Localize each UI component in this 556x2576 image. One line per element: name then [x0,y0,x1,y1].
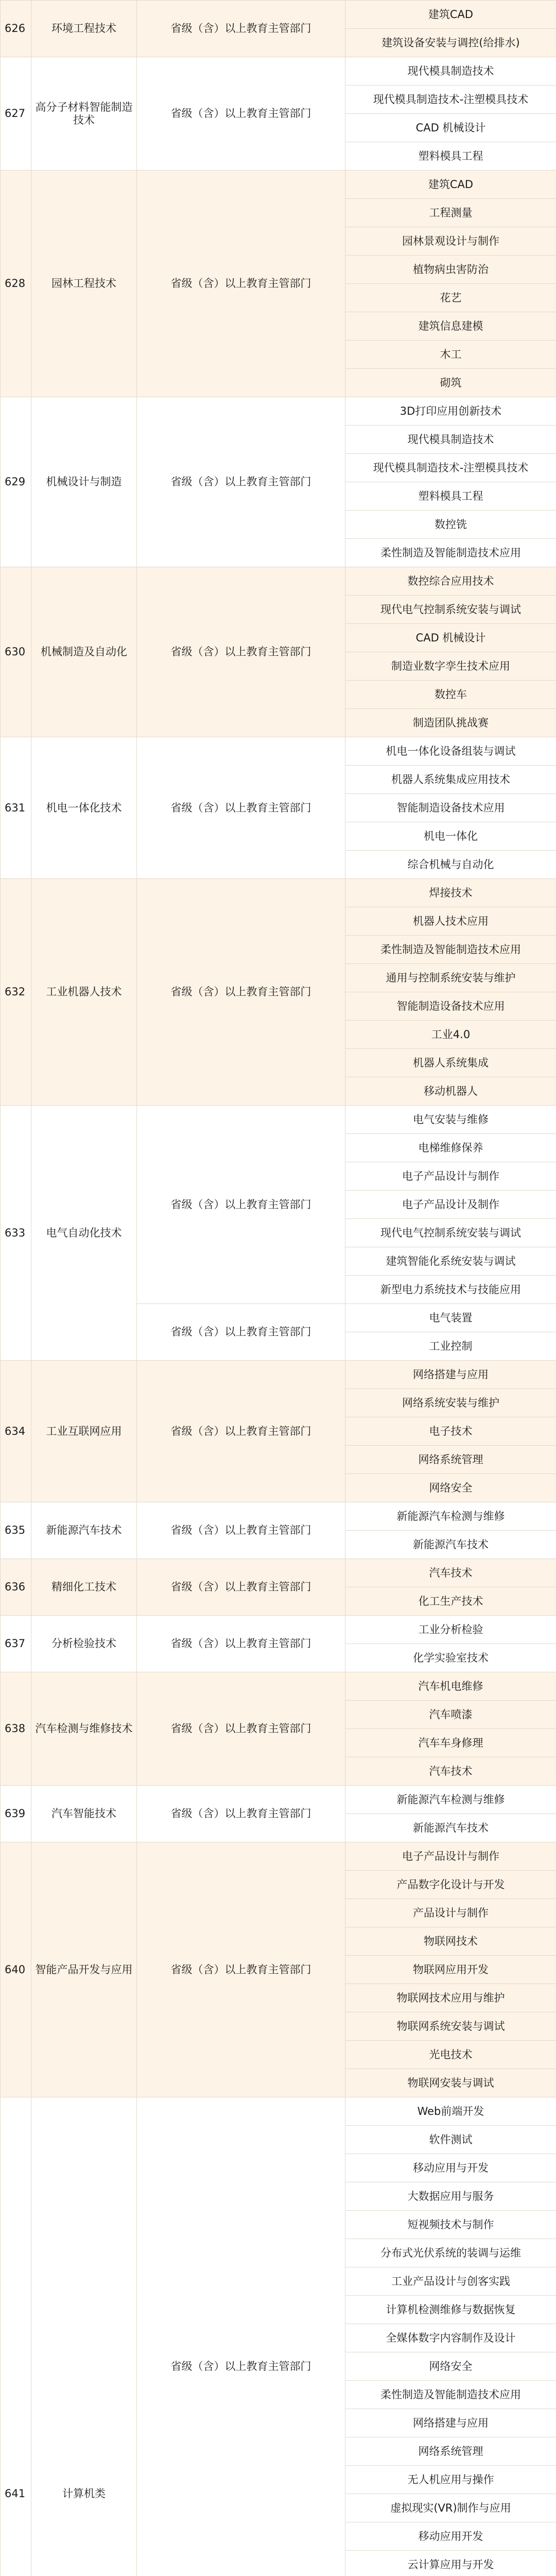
major-name: 环境工程技术 [31,1,137,57]
organizer-level: 省级（含）以上教育主管部门 [137,171,345,397]
table-row [1,57,556,86]
major-code: 629 [1,397,31,567]
organizer-level: 省级（含）以上教育主管部门 [137,1106,345,1304]
competition-name: 数控车 [345,681,556,709]
organizer-level: 省级（含）以上教育主管部门 [137,1786,345,1842]
major-name: 汽车检测与维修技术 [31,1672,137,1786]
competition-name: 智能制造设备技术应用 [345,992,556,1021]
table-row [1,1106,556,1134]
competition-name: CAD 机械设计 [345,624,556,652]
competition-name: 现代电气控制系统安装与调试 [345,1219,556,1247]
competition-name: 虚拟现实(VR)制作与应用 [345,2494,556,2522]
competition-name: 网络安全 [345,2352,556,2381]
competition-name: 数控综合应用技术 [345,567,556,596]
competition-name: 物联网系统安装与调试 [345,2012,556,2041]
organizer-level: 省级（含）以上教育主管部门 [137,1842,345,2097]
competition-name: 物联网应用开发 [345,1956,556,1984]
competition-name: 花艺 [345,284,556,312]
competition-name: 数控铣 [345,511,556,539]
competition-name: 机电一体化 [345,822,556,851]
major-code: 633 [1,1106,31,1361]
major-name: 精细化工技术 [31,1559,137,1616]
table-row [1,171,556,199]
competition-name: 现代模具制造技术-注塑模具技术 [345,86,556,114]
major-name: 园林工程技术 [31,171,137,397]
competition-name: 制造团队挑战赛 [345,709,556,737]
major-code: 636 [1,1559,31,1616]
organizer-level: 省级（含）以上教育主管部门 [137,567,345,737]
competition-name: 新能源汽车技术 [345,1531,556,1559]
table-row [1,1616,556,1644]
competition-name: 移动应用开发 [345,2522,556,2551]
major-name: 机械制造及自动化 [31,567,137,737]
competition-name: 物联网技术 [345,1927,556,1956]
competition-name: 产品设计与制作 [345,1899,556,1927]
major-code: 631 [1,737,31,879]
competition-name: 现代电气控制系统安装与调试 [345,596,556,624]
major-code: 630 [1,567,31,737]
organizer-level: 省级（含）以上教育主管部门 [137,1672,345,1786]
organizer-level: 省级（含）以上教育主管部门 [137,1502,345,1559]
competition-name: 制造业数字孪生技术应用 [345,652,556,681]
competition-name: 电子产品设计与制作 [345,1842,556,1871]
table-row [1,879,556,907]
competition-name: CAD 机械设计 [345,114,556,142]
competition-name: 电子技术 [345,1417,556,1446]
competition-name: 云计算应用与开发 [345,2551,556,2576]
competition-name: 建筑CAD [345,171,556,199]
competition-name: 网络安全 [345,1474,556,1502]
competition-name: 现代模具制造技术 [345,57,556,86]
competition-name: 汽车技术 [345,1757,556,1786]
competition-name: 园林景观设计与制作 [345,227,556,256]
competition-name: 网络搭建与应用 [345,2409,556,2437]
competition-name: 产品数字化设计与开发 [345,1871,556,1899]
competition-name: 工业分析检验 [345,1616,556,1644]
table-row [1,2097,556,2126]
organizer-level: 省级（含）以上教育主管部门 [137,879,345,1106]
organizer-level: 省级（含）以上教育主管部门 [137,2097,345,2576]
competition-name: 电气装置 [345,1304,556,1332]
major-code: 639 [1,1786,31,1842]
competition-name: 物联网安装与调试 [345,2069,556,2097]
major-code: 627 [1,57,31,171]
competition-name: 大数据应用与服务 [345,2182,556,2211]
competition-name: 电子产品设计及制作 [345,1191,556,1219]
organizer-level: 省级（含）以上教育主管部门 [137,1,345,57]
competition-name: 电气安装与维修 [345,1106,556,1134]
major-code: 638 [1,1672,31,1786]
competition-name: 木工 [345,341,556,369]
competition-name: 植物病虫害防治 [345,256,556,284]
major-name: 智能产品开发与应用 [31,1842,137,2097]
competition-name: 短视频技术与制作 [345,2211,556,2239]
major-name: 汽车智能技术 [31,1786,137,1842]
competition-name: 汽车机电维修 [345,1672,556,1701]
competition-name: 计算机检测维修与数据恢复 [345,2296,556,2324]
competition-name: 机电一体化设备组装与调试 [345,737,556,766]
organizer-level: 省级（含）以上教育主管部门 [137,1361,345,1502]
competition-name: 综合机械与自动化 [345,851,556,879]
competition-name: 建筑设备安装与调控(给排水) [345,29,556,57]
competition-name: 全媒体数字内容制作及设计 [345,2324,556,2352]
table-row [1,1559,556,1587]
table-row [1,397,556,426]
major-code: 637 [1,1616,31,1672]
competition-name: 工业产品设计与创客实践 [345,2267,556,2296]
competition-name: 电子产品设计与制作 [345,1162,556,1191]
competition-name: 工程测量 [345,199,556,227]
organizer-level: 省级（含）以上教育主管部门 [137,1304,345,1361]
major-name: 机械设计与制造 [31,397,137,567]
competition-name: 汽车车身修理 [345,1729,556,1757]
major-name: 电气自动化技术 [31,1106,137,1361]
competition-name: 光电技术 [345,2041,556,2069]
table-row [1,1,556,29]
competition-name: 电梯维修保养 [345,1134,556,1162]
organizer-level: 省级（含）以上教育主管部门 [137,737,345,879]
major-name: 分析检验技术 [31,1616,137,1672]
competition-name: 机器人系统集成 [345,1049,556,1077]
competition-name: 新能源汽车检测与维修 [345,1502,556,1531]
competition-name: 机器人系统集成应用技术 [345,766,556,794]
competition-name: 现代模具制造技术 [345,426,556,454]
organizer-level: 省级（含）以上教育主管部门 [137,1616,345,1672]
competition-name: 建筑智能化系统安装与调试 [345,1247,556,1276]
major-code: 640 [1,1842,31,2097]
organizer-level: 省级（含）以上教育主管部门 [137,397,345,567]
table-row [1,1502,556,1531]
competition-name: 物联网技术应用与维护 [345,1984,556,2012]
major-code: 634 [1,1361,31,1502]
major-code: 641 [1,2097,31,2576]
table-row [1,1672,556,1701]
competition-name: 无人机应用与操作 [345,2466,556,2494]
competition-name: 汽车技术 [345,1559,556,1587]
table-row [1,737,556,766]
competition-name: 塑料模具工程 [345,142,556,171]
organizer-level: 省级（含）以上教育主管部门 [137,1559,345,1616]
competition-name: 柔性制造及智能制造技术应用 [345,539,556,567]
competition-name: Web前端开发 [345,2097,556,2126]
competition-name: 建筑信息建模 [345,312,556,341]
table-row [1,1361,556,1389]
table-row [1,1842,556,1871]
major-name: 机电一体化技术 [31,737,137,879]
major-code: 635 [1,1502,31,1559]
major-name: 高分子材料智能制造技术 [31,57,137,171]
competition-name: 网络系统管理 [345,1446,556,1474]
competition-name: 网络系统管理 [345,2437,556,2466]
competition-name: 机器人技术应用 [345,907,556,936]
major-name: 计算机类 [31,2097,137,2576]
major-name: 工业互联网应用 [31,1361,137,1502]
competition-name: 建筑CAD [345,1,556,29]
competition-name: 汽车喷漆 [345,1701,556,1729]
competition-name: 网络系统安装与维护 [345,1389,556,1417]
table-row [1,567,556,596]
competition-name: 砌筑 [345,369,556,397]
competition-name: 化工生产技术 [345,1587,556,1616]
major-code: 628 [1,171,31,397]
competition-name: 软件测试 [345,2126,556,2154]
competition-name: 工业4.0 [345,1021,556,1049]
table-body [1,1,556,2576]
competition-name: 新型电力系统技术与技能应用 [345,1276,556,1304]
competition-name: 现代模具制造技术-注塑模具技术 [345,454,556,482]
competition-name: 3D打印应用创新技术 [345,397,556,426]
competition-name: 柔性制造及智能制造技术应用 [345,936,556,964]
organizer-level: 省级（含）以上教育主管部门 [137,57,345,171]
competition-name: 工业控制 [345,1332,556,1361]
competition-name: 新能源汽车技术 [345,1814,556,1842]
competition-name: 网络搭建与应用 [345,1361,556,1389]
competition-name: 新能源汽车检测与维修 [345,1786,556,1814]
competition-name: 塑料模具工程 [345,482,556,511]
major-code: 632 [1,879,31,1106]
competition-name: 柔性制造及智能制造技术应用 [345,2381,556,2409]
table-row [1,1786,556,1814]
competition-name: 通用与控制系统安装与维护 [345,964,556,992]
competition-name: 移动机器人 [345,1077,556,1106]
competition-name: 化学实验室技术 [345,1644,556,1672]
competition-name: 移动应用与开发 [345,2154,556,2182]
competition-name: 焊接技术 [345,879,556,907]
major-code: 626 [1,1,31,57]
major-name: 新能源汽车技术 [31,1502,137,1559]
competition-name: 分布式光伏系统的装调与运维 [345,2239,556,2267]
competition-name: 智能制造设备技术应用 [345,794,556,822]
major-name: 工业机器人技术 [31,879,137,1106]
